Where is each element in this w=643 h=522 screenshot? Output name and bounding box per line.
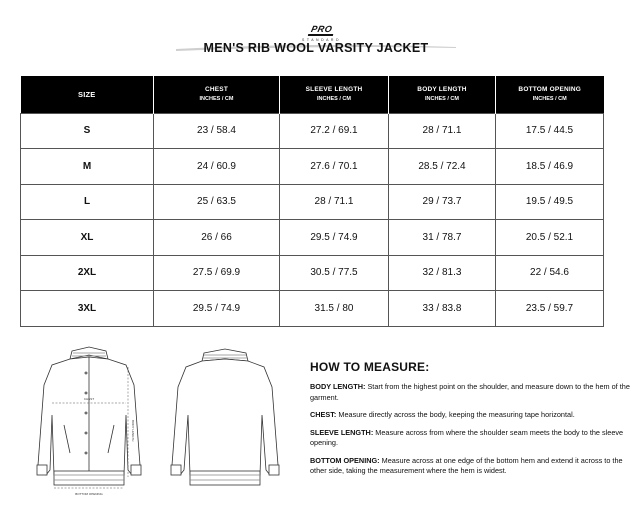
- bottom-opening-cell: 20.5 / 52.1: [496, 220, 604, 256]
- jacket-front-illustration: [28, 345, 150, 500]
- measure-text: Measure across at one edge of the bottom hem and extend it across to the other side, taking the measurement where the hem is widest.: [310, 455, 623, 475]
- title-block: [176, 39, 456, 57]
- header-size: SIZE: [21, 76, 154, 113]
- size-cell: 2XL: [21, 255, 154, 291]
- header-bottom-opening: BOTTOM OPENING INCHES / CM: [496, 76, 604, 113]
- body-length-cell: 33 / 83.8: [389, 291, 496, 327]
- table-row: [21, 184, 604, 220]
- sleeve-length-cell: 27.6 / 70.1: [280, 149, 389, 185]
- jacket-back-illustration: [166, 345, 284, 500]
- measure-item-body-length: [310, 382, 630, 403]
- measure-label: CHEST:: [310, 410, 337, 419]
- bottom-opening-cell: 22 / 54.6: [496, 255, 604, 291]
- diagram-chest-label: CHEST: [83, 397, 95, 401]
- body-length-cell: 28.5 / 72.4: [389, 149, 496, 185]
- chest-cell: 27.5 / 69.9: [154, 255, 280, 291]
- measure-item-chest: [310, 410, 630, 421]
- sleeve-length-cell: 27.2 / 69.1: [280, 113, 389, 149]
- page-title: MEN'S RIB WOOL VARSITY JACKET: [203, 41, 429, 55]
- how-to-measure-section: [310, 360, 630, 484]
- bottom-opening-cell: 17.5 / 44.5: [496, 113, 604, 149]
- table-row: [21, 291, 604, 327]
- size-cell: XL: [21, 220, 154, 256]
- table-row: [21, 113, 604, 149]
- bottom-opening-cell: 19.5 / 49.5: [496, 184, 604, 220]
- sleeve-length-cell: 30.5 / 77.5: [280, 255, 389, 291]
- size-cell: S: [21, 113, 154, 149]
- size-cell: M: [21, 149, 154, 185]
- chest-cell: 25 / 63.5: [154, 184, 280, 220]
- bottom-opening-cell: 18.5 / 46.9: [496, 149, 604, 185]
- diagram-body-length-label: BODY LENGTH: [131, 420, 135, 442]
- diagram-bottom-label: BOTTOM OPENING: [75, 492, 103, 496]
- table-header-row: [21, 76, 604, 113]
- brand-name: PRO: [308, 25, 335, 36]
- size-cell: 3XL: [21, 291, 154, 327]
- measure-item-sleeve-length: [310, 428, 630, 449]
- measure-text: Start from the highest point on the shoulder, and measure down to the hem of the garment.: [310, 382, 630, 402]
- body-length-cell: 29 / 73.7: [389, 184, 496, 220]
- chest-cell: 29.5 / 74.9: [154, 291, 280, 327]
- measure-label: BODY LENGTH:: [310, 382, 366, 391]
- header-body-length: BODY LENGTH INCHES / CM: [389, 76, 496, 113]
- measure-item-bottom-opening: [310, 456, 630, 477]
- sleeve-length-cell: 28 / 71.1: [280, 184, 389, 220]
- measure-label: SLEEVE LENGTH:: [310, 427, 374, 437]
- body-length-cell: 32 / 81.3: [389, 255, 496, 291]
- sleeve-length-cell: 29.5 / 74.9: [280, 220, 389, 256]
- chest-cell: 24 / 60.9: [154, 149, 280, 185]
- header-chest: CHEST INCHES / CM: [154, 76, 280, 113]
- table-row: [21, 255, 604, 291]
- how-to-measure-heading: HOW TO MEASURE:: [310, 360, 430, 374]
- table-row: [21, 149, 604, 185]
- body-length-cell: 28 / 71.1: [389, 113, 496, 149]
- size-cell: L: [21, 184, 154, 220]
- brand-subtitle: STANDARD: [302, 38, 341, 42]
- measure-text: Measure directly across the body, keeping the measuring tape horizontal.: [338, 410, 575, 419]
- body-length-cell: 31 / 78.7: [389, 220, 496, 256]
- chest-cell: 26 / 66: [154, 220, 280, 256]
- size-chart-table: [20, 76, 604, 327]
- bottom-opening-cell: 23.5 / 59.7: [496, 291, 604, 327]
- table-row: [21, 220, 604, 256]
- measure-label: BOTTOM OPENING:: [310, 455, 380, 465]
- chest-cell: 23 / 58.4: [154, 113, 280, 149]
- measure-text: Measure across from where the shoulder seam meets the body to the sleeve opening.: [310, 427, 624, 447]
- sleeve-length-cell: 31.5 / 80: [280, 291, 389, 327]
- header-sleeve-length: SLEEVE LENGTH INCHES / CM: [280, 76, 389, 113]
